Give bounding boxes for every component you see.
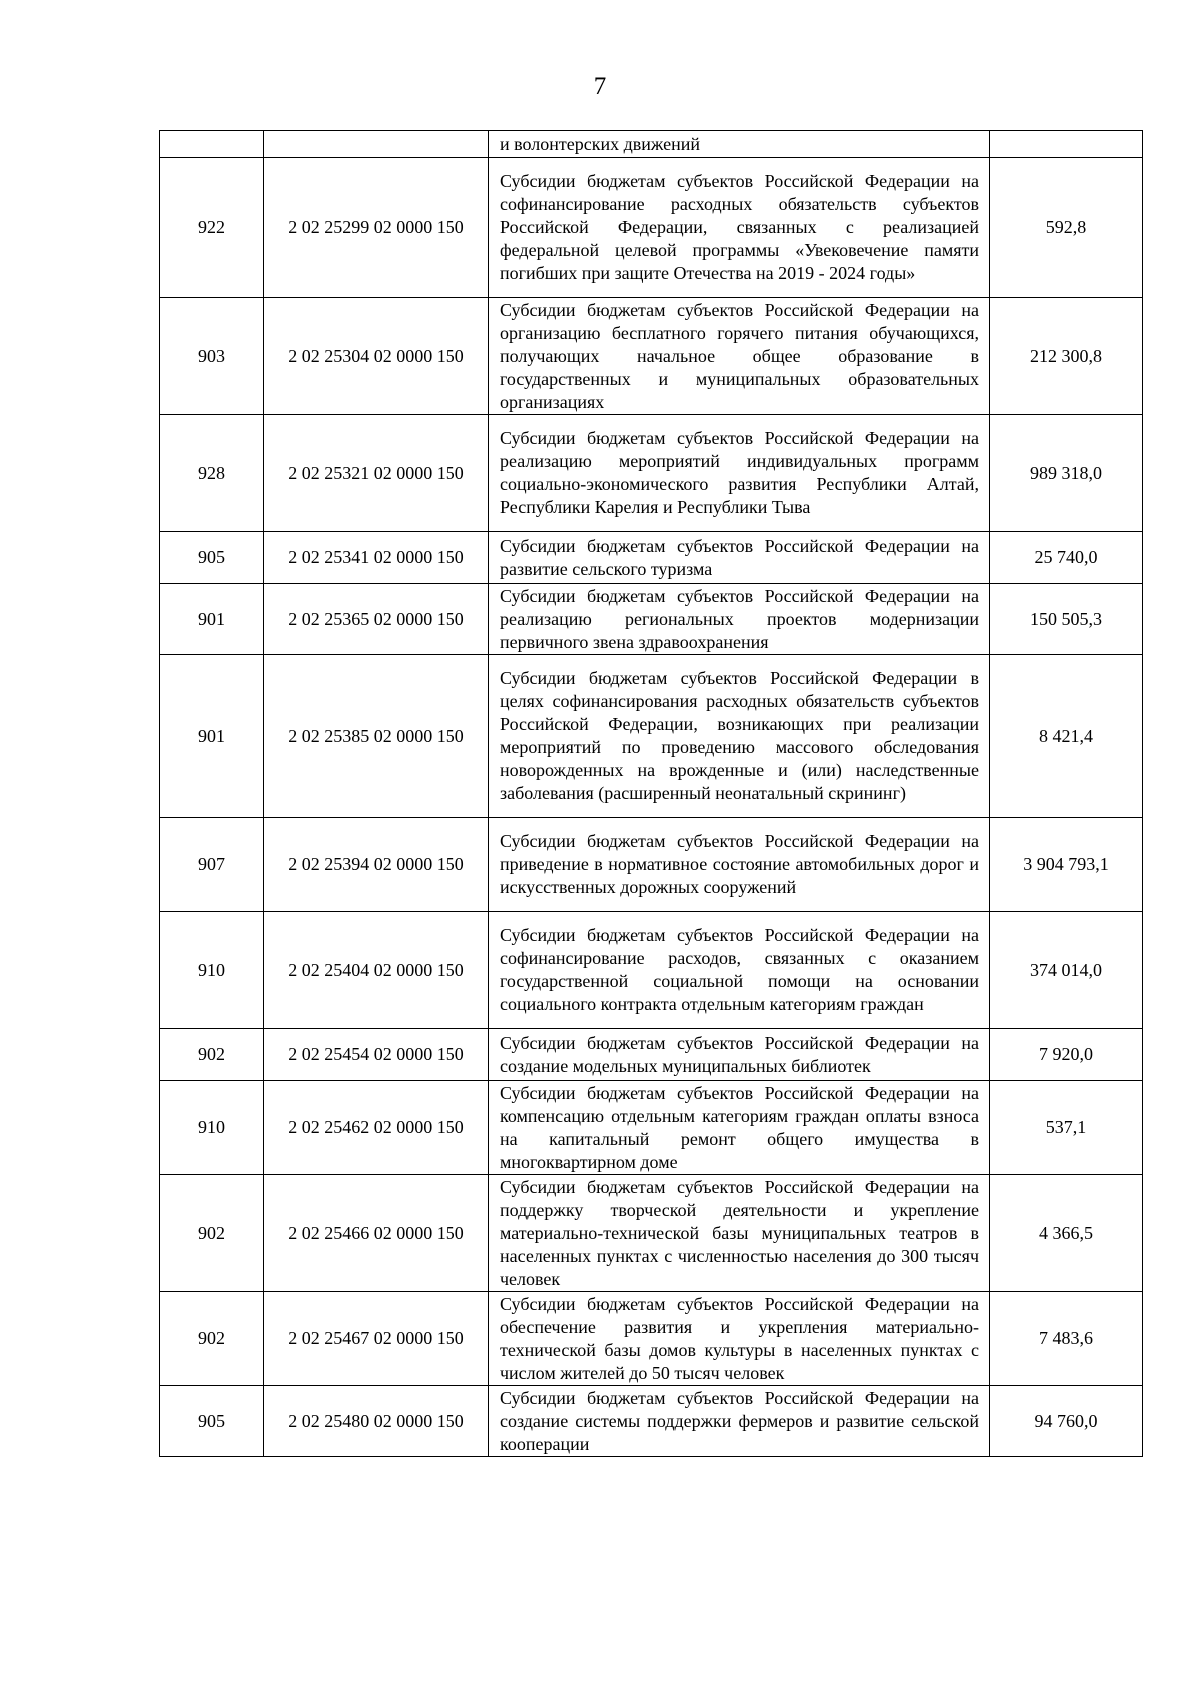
admin-code-cell: 907: [160, 818, 264, 912]
admin-code-cell: 928: [160, 415, 264, 532]
admin-code-cell: 905: [160, 1386, 264, 1457]
budget-classification-code-cell: 2 02 25299 02 0000 150: [264, 158, 489, 298]
table-row: [160, 131, 1143, 158]
budget-classification-code-cell: 2 02 25467 02 0000 150: [264, 1292, 489, 1386]
table-row: [160, 1081, 1143, 1175]
budget-classification-code-cell: 2 02 25466 02 0000 150: [264, 1175, 489, 1292]
revenue-name-cell: Субсидии бюджетам субъектов Российской Федерации в целях софинансирования расходных обязательств субъектов Российской Федерации, возникающих при реализации мероприятий по проведению массового обследования новорожденных на врожденные и (или) наследственные заболевания (расширенный неонатальный скрининг): [489, 655, 990, 818]
page-number: 7: [593, 73, 607, 100]
admin-code-cell: 902: [160, 1175, 264, 1292]
table-row: [160, 298, 1143, 415]
table-row: [160, 584, 1143, 655]
admin-code-cell: 901: [160, 584, 264, 655]
budget-classification-code-cell: 2 02 25480 02 0000 150: [264, 1386, 489, 1457]
revenue-name-cell: Субсидии бюджетам субъектов Российской Федерации на софинансирование расходов, связанных с оказанием государственной социальной помощи на основании социального контракта отдельным категориям граждан: [489, 912, 990, 1029]
amount-cell: 94 760,0: [990, 1386, 1143, 1457]
table-row: [160, 158, 1143, 298]
amount-cell: 212 300,8: [990, 298, 1143, 415]
revenue-name-cell: Субсидии бюджетам субъектов Российской Федерации на приведение в нормативное состояние автомобильных дорог и искусственных дорожных сооружений: [489, 818, 990, 912]
budget-classification-code-cell: 2 02 25321 02 0000 150: [264, 415, 489, 532]
admin-code-cell: 902: [160, 1029, 264, 1081]
table-row: [160, 415, 1143, 532]
budget-classification-code-cell: 2 02 25462 02 0000 150: [264, 1081, 489, 1175]
amount-cell: 374 014,0: [990, 912, 1143, 1029]
admin-code-cell: 922: [160, 158, 264, 298]
table-row: [160, 1292, 1143, 1386]
revenue-name-cell: Субсидии бюджетам субъектов Российской Федерации на организацию бесплатного горячего питания обучающихся, получающих начальное общее образование в государственных и муниципальных образовательных организациях: [489, 298, 990, 415]
table-row: [160, 1175, 1143, 1292]
admin-code-cell: [160, 131, 264, 158]
amount-cell: [990, 131, 1143, 158]
revenue-name-cell: Субсидии бюджетам субъектов Российской Федерации на реализацию региональных проектов модернизации первичного звена здравоохранения: [489, 584, 990, 655]
budget-classification-code-cell: 2 02 25404 02 0000 150: [264, 912, 489, 1029]
table-row: [160, 532, 1143, 584]
amount-cell: 7 483,6: [990, 1292, 1143, 1386]
budget-classification-code-cell: 2 02 25385 02 0000 150: [264, 655, 489, 818]
revenue-name-cell: Субсидии бюджетам субъектов Российской Федерации на компенсацию отдельным категориям граждан оплаты взноса на капитальный ремонт общего имущества в многоквартирном доме: [489, 1081, 990, 1175]
budget-classification-code-cell: 2 02 25365 02 0000 150: [264, 584, 489, 655]
amount-cell: 4 366,5: [990, 1175, 1143, 1292]
amount-cell: 3 904 793,1: [990, 818, 1143, 912]
table-body: [160, 131, 1143, 1457]
table-row: [160, 912, 1143, 1029]
amount-cell: 25 740,0: [990, 532, 1143, 584]
admin-code-cell: 902: [160, 1292, 264, 1386]
budget-classification-code-cell: 2 02 25304 02 0000 150: [264, 298, 489, 415]
revenue-name-cell: и волонтерских движений: [489, 131, 990, 158]
table-row: [160, 818, 1143, 912]
admin-code-cell: 905: [160, 532, 264, 584]
revenue-name-cell: Субсидии бюджетам субъектов Российской Федерации на софинансирование расходных обязательств субъектов Российской Федерации, связанных с реализацией федеральной целевой программы «Увековечение памяти погибших при защите Отечества на 2019 - 2024 годы»: [489, 158, 990, 298]
amount-cell: 150 505,3: [990, 584, 1143, 655]
budget-classification-code-cell: 2 02 25394 02 0000 150: [264, 818, 489, 912]
admin-code-cell: 910: [160, 1081, 264, 1175]
budget-revenue-table: [159, 130, 1143, 1457]
table-row: [160, 1029, 1143, 1081]
table-row: [160, 1386, 1143, 1457]
amount-cell: 592,8: [990, 158, 1143, 298]
revenue-name-cell: Субсидии бюджетам субъектов Российской Федерации на развитие сельского туризма: [489, 532, 990, 584]
admin-code-cell: 901: [160, 655, 264, 818]
amount-cell: 7 920,0: [990, 1029, 1143, 1081]
budget-classification-code-cell: 2 02 25454 02 0000 150: [264, 1029, 489, 1081]
amount-cell: 989 318,0: [990, 415, 1143, 532]
amount-cell: 537,1: [990, 1081, 1143, 1175]
revenue-name-cell: Субсидии бюджетам субъектов Российской Федерации на обеспечение развития и укрепления материально-технической базы домов культуры в населенных пунктах с числом жителей до 50 тысяч человек: [489, 1292, 990, 1386]
revenue-name-cell: Субсидии бюджетам субъектов Российской Федерации на создание системы поддержки фермеров и развитие сельской кооперации: [489, 1386, 990, 1457]
budget-classification-code-cell: [264, 131, 489, 158]
table-row: [160, 655, 1143, 818]
revenue-name-cell: Субсидии бюджетам субъектов Российской Федерации на создание модельных муниципальных библиотек: [489, 1029, 990, 1081]
admin-code-cell: 910: [160, 912, 264, 1029]
admin-code-cell: 903: [160, 298, 264, 415]
amount-cell: 8 421,4: [990, 655, 1143, 818]
revenue-name-cell: Субсидии бюджетам субъектов Российской Федерации на реализацию мероприятий индивидуальных программ социально-экономического развития Республики Алтай, Республики Карелия и Республики Тыва: [489, 415, 990, 532]
budget-classification-code-cell: 2 02 25341 02 0000 150: [264, 532, 489, 584]
revenue-name-cell: Субсидии бюджетам субъектов Российской Федерации на поддержку творческой деятельности и укрепление материально-технической базы муниципальных театров в населенных пунктах с численностью населения до 300 тысяч человек: [489, 1175, 990, 1292]
